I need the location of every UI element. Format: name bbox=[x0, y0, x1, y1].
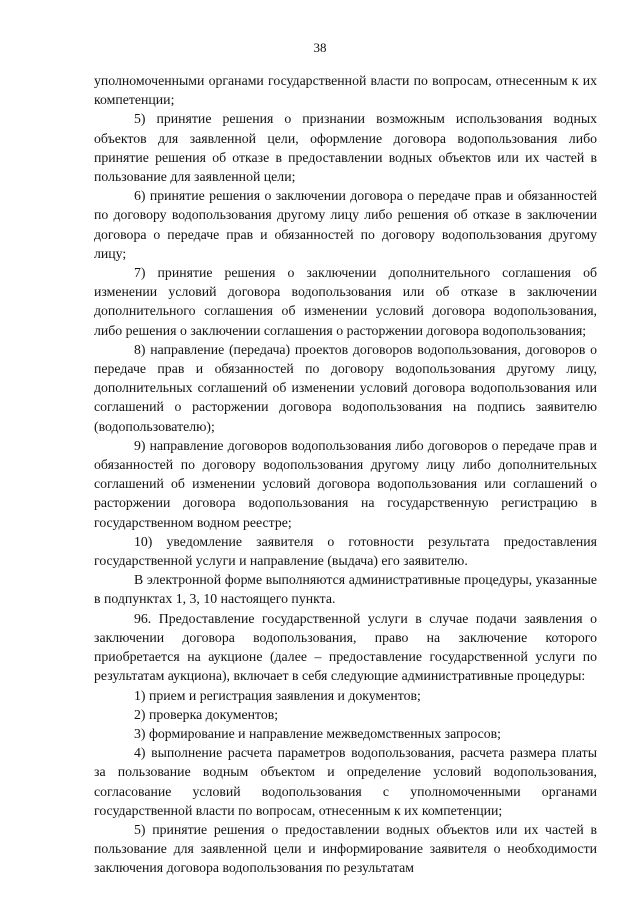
list-item-9-state-registration: 9) направление договоров водопользования либо договоров о передаче прав и обязанностей по договору водопользования другому лицу либо дополнительных соглашений об изменении условий договора водопользования или соглашений о расторжении договора водопользования на государственную регистрацию в государственном водном реестре; bbox=[94, 437, 597, 530]
list-item-5-provision-decision: 5) принятие решения о предоставлении водных объектов или их частей в пользование для заявленной цели и информирование заявителя о необходимости заключения договора водопользования по результатам bbox=[94, 821, 597, 876]
list-item-3-requests: 3) формирование и направление межведомственных запросов; bbox=[134, 725, 501, 741]
list-item-4-calculation: 4) выполнение расчета параметров водопользования, расчета размера платы за пользование водным объектом и определение условий водопользования, согласование условий водопользования с уполномоченными органами государственной власти по вопросам, отнесенным к их компетенции; bbox=[94, 745, 597, 818]
list-item-2-check: 2) проверка документов; bbox=[134, 706, 279, 722]
list-item-1-reception: 1) прием и регистрация заявления и документов; bbox=[134, 687, 421, 703]
list-item-8-sending-drafts: 8) направление (передача) проектов договоров водопользования, договоров о передаче прав и обязанностей по договору водопользования другому лицу, дополнительных соглашений об изменении условий договора водопользования или соглашений о расторжении договора водопользования на подпись заявителю (водопользователю); bbox=[94, 341, 597, 434]
list-item-5-decision-on-use: 5) принятие решения о признании возможным использования водных объектов для заявленной цели, оформление договора водопользования либо принятие решения об отказе в предоставлении водных объектов или их частей в пользование для заявленной цели; bbox=[94, 111, 597, 185]
document-body bbox=[94, 71, 597, 878]
list-item-7-additional-agreement: 7) принятие решения о заключении дополнительного соглашения об изменении условий договора водопользования или об отказе в заключении дополнительного соглашения об изменении условий договора водопользования, либо решения о заключении соглашения о расторжении договора водопользования; bbox=[94, 265, 597, 338]
page-number: 38 bbox=[313, 40, 327, 55]
clause-96: 96. Предоставление государственной услуги в случае подачи заявления о заключении договора водопользования, право на заключение которого приобретается на аукционе (далее – предоставление государственной услуги по результатам аукциона), включает в себя следующие административные процедуры: bbox=[94, 610, 597, 684]
paragraph-continuation: уполномоченными органами государственной власти по вопросам, отнесенным к их компетенции; bbox=[94, 73, 597, 108]
list-item-6-transfer-decision: 6) принятие решения о заключении договора о передаче прав и обязанностей по договору водопользования другому лицу либо решения об отказе в заключении договора о передаче прав и обязанностей по договору водопользования другому лицу; bbox=[94, 188, 597, 261]
list-item-10-notification: 10) уведомление заявителя о готовности результата предоставления государственной услуги и направление (выдача) его заявителю. bbox=[94, 533, 597, 569]
electronic-form-note: В электронной форме выполняются административные процедуры, указанные в подпунктах 1, 3, 10 настоящего пункта. bbox=[94, 572, 597, 607]
